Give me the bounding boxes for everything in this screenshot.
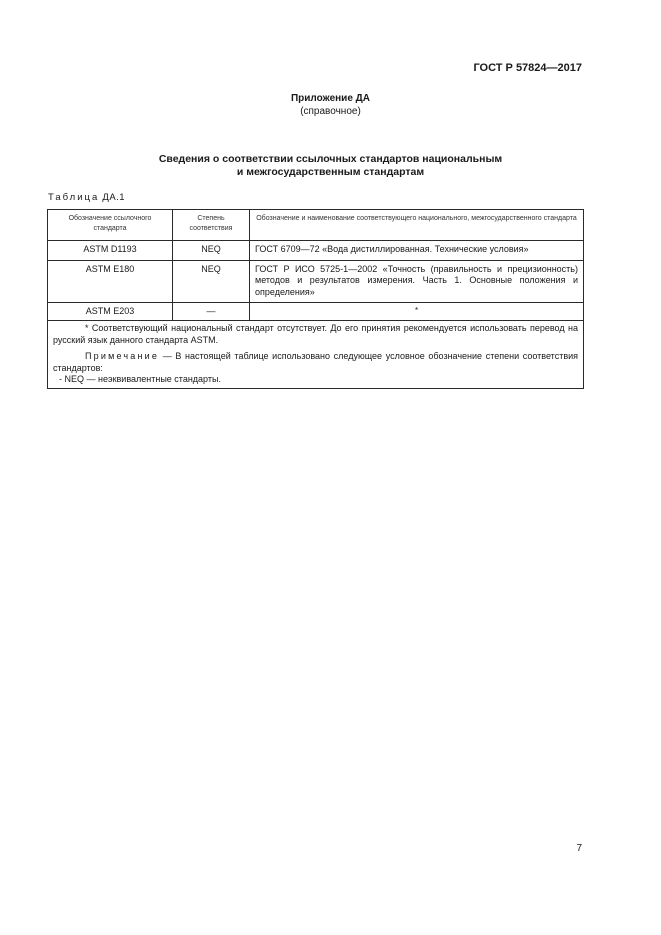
column-header: Степень соответствия bbox=[173, 210, 250, 241]
section-title-line1: Сведения о соответствии ссылочных стандартов национальным bbox=[158, 153, 503, 165]
page-number: 7 bbox=[576, 843, 582, 854]
column-header: Обозначение и наименование соответствующего национального, межгосударственного стандарта bbox=[250, 210, 584, 241]
table-notes bbox=[48, 321, 584, 389]
table-caption-number: ДА.1 bbox=[102, 192, 126, 203]
section-title-line2: и межгосударственным стандартам bbox=[236, 166, 425, 178]
note-text: — В настоящей таблице использовано следующее условное обозначение степени соответствия стандартов: bbox=[53, 351, 578, 373]
section-title bbox=[0, 153, 661, 179]
document-number: ГОСТ Р 57824—2017 bbox=[473, 62, 582, 74]
table-header-row bbox=[48, 210, 584, 241]
note bbox=[53, 351, 578, 374]
cell-degree: NEQ bbox=[173, 241, 250, 261]
footnote: * Соответствующий национальный стандарт отсутствует. До его принятия рекомендуется использовать перевод на русский язык данного стандарта ASTM. bbox=[53, 323, 578, 345]
table-row bbox=[48, 260, 584, 303]
column-header: Обозначение ссылочного стандарта bbox=[48, 210, 173, 241]
table-notes-row bbox=[48, 321, 584, 389]
cell-name: ГОСТ Р ИСО 5725-1—2002 «Точность (правильность и прецизионность) методов и результатов измерения. Часть 1. Основные положения и определения» bbox=[250, 260, 584, 303]
table-caption-prefix: Таблица bbox=[48, 192, 100, 203]
appendix-subtitle: (справочное) bbox=[300, 106, 361, 117]
cell-name: * bbox=[250, 303, 584, 321]
cell-degree: — bbox=[173, 303, 250, 321]
note-label: Примечание bbox=[85, 351, 160, 361]
cell-degree: NEQ bbox=[173, 260, 250, 303]
abbreviation-line: - NEQ — неэквивалентные стандарты. bbox=[59, 374, 221, 384]
cell-code: ASTM E203 bbox=[48, 303, 173, 321]
reference-standards-table bbox=[47, 209, 584, 389]
table-row bbox=[48, 241, 584, 261]
table-row bbox=[48, 303, 584, 321]
cell-name: ГОСТ 6709—72 «Вода дистиллированная. Технические условия» bbox=[250, 241, 584, 261]
cell-code: ASTM D1193 bbox=[48, 241, 173, 261]
appendix-title: Приложение ДА bbox=[290, 93, 371, 104]
table-caption bbox=[48, 192, 125, 203]
appendix-heading bbox=[0, 92, 661, 118]
cell-code: ASTM E180 bbox=[48, 260, 173, 303]
